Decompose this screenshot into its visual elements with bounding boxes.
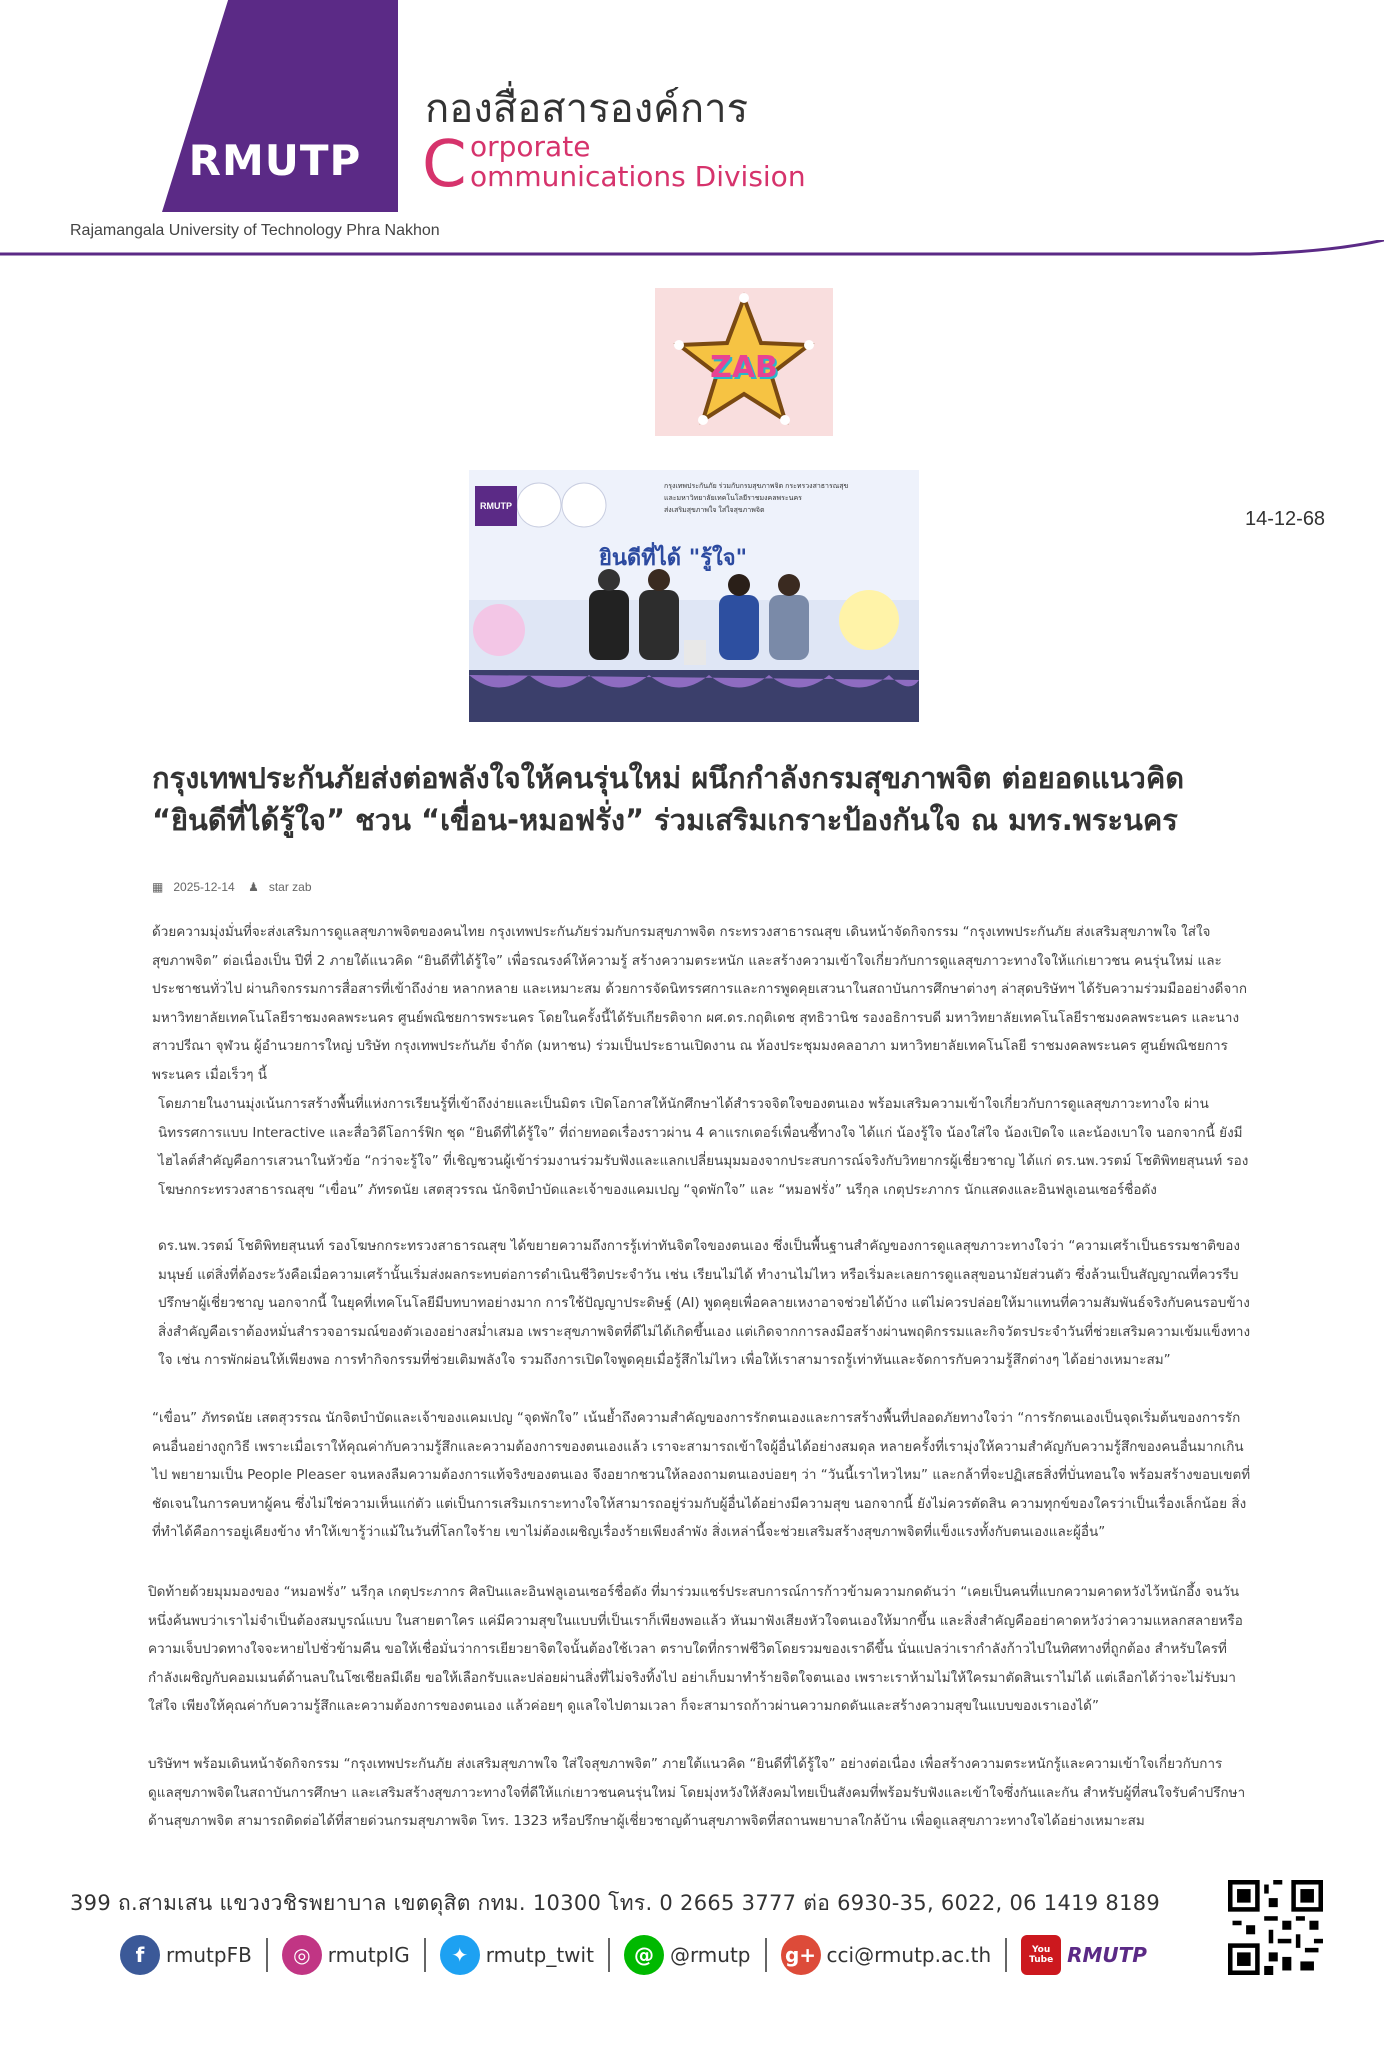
calendar-icon: ▦ <box>152 880 164 894</box>
social-link-3[interactable] <box>624 1935 751 1975</box>
social-separator <box>1005 1938 1007 1972</box>
user-icon: ♟ <box>248 880 259 894</box>
article-paragraph-3: ดร.นพ.วรตม์ โชติพิทยสุนนท์ รองโฆษกกระทรวงสาธารณสุข ได้ขยายความถึงการรู้เท่าทันจิตใจของตนเอง ซึ่งเป็นพื้นฐานสำคัญของการดูแลสุขภาวะทางใจว่า “ความเศร้าเป็นธรรมชาติของมนุษย์ แต่สิ่งที่ต้องระวังคือเมื่อความเศร้านั้นเริ่มส่งผลกระทบต่อการดำเนินชีวิตประจำวัน เช่น เรียนไม่ได้ ทำงานไม่ไหว หรือเริ่มละเลยการดูแลสุขอนามัยส่วนตัว ซึ่งล้วนเป็นสัญญาณที่ควรรีบปรึกษาผู้เชี่ยวชาญ นอกจากนี้ ในยุคที่เทคโนโลยีมีบทบาทอย่างมาก การใช้ปัญญาประดิษฐ์ (AI) พูดคุยเพื่อคลายเหงาอาจช่วยได้บ้าง แต่ไม่ควรปล่อยให้มาแทนที่ความสัมพันธ์จริงกับคนรอบข้าง สิ่งสำคัญคือเราต้องหมั่นสำรวจอารมณ์ของตัวเองอย่างสม่ำเสมอ เพราะสุขภาพจิตที่ดีไม่ได้เกิดขึ้นเอง แต่เกิดจากการลงมือสร้างผ่านพฤติกรรมและกิจวัตรประจำวันที่ช่วยเสริมความเข้มแข็งทางใจ เช่น การพักผ่อนให้เพียงพอ การทำกิจกรรมที่ช่วยเติมพลังใจ รวมถึงการเปิดใจพูดคุยเมื่อรู้สึกไม่ไหว เพื่อให้เราสามารถรู้เท่าทันและจัดการกับความรู้สึกต่างๆ ได้อย่างเหมาะสม” <box>158 1238 1251 1368</box>
google-plus-icon: g+ <box>781 1935 821 1975</box>
banner-rmutp-logo: RMUTP <box>475 486 517 526</box>
division-name-thai: กองสื่อสารองค์การ <box>425 86 749 132</box>
rmutp-logo-text: RMUTP <box>188 136 362 185</box>
banner-line-1: กรุงเทพประกันภัย ร่วมกับกรมสุขภาพจิต กระทรวงสาธารณสุข <box>664 483 849 490</box>
social-link-1[interactable] <box>282 1935 410 1975</box>
social-label: rmutpFB <box>166 1943 252 1967</box>
social-link-4[interactable] <box>781 1935 992 1975</box>
social-separator <box>608 1938 610 1972</box>
social-separator <box>266 1938 268 1972</box>
article-author: star zab <box>268 880 312 894</box>
article-meta <box>152 880 322 894</box>
banner-line-2: และมหาวิทยาลัยเทคโนโลยีราชมงคลพระนคร <box>664 495 802 502</box>
division-initial: C <box>422 128 467 202</box>
social-links <box>120 1930 1147 1980</box>
social-label: rmutpIG <box>327 1943 410 1967</box>
social-link-2[interactable] <box>440 1935 594 1975</box>
facebook-icon: f <box>120 1935 160 1975</box>
article-date: 2025-12-14 <box>173 880 235 894</box>
zab-logo-text: ZAB <box>710 350 778 385</box>
social-label: @rmutp <box>669 1943 751 1967</box>
social-label: RMUTP <box>1067 1943 1147 1967</box>
social-link-0[interactable] <box>120 1935 252 1975</box>
instagram-icon: ◎ <box>282 1935 322 1975</box>
qr-code <box>1228 1880 1323 1975</box>
social-label: cci@rmutp.ac.th <box>826 1943 992 1967</box>
event-photo <box>469 470 919 722</box>
article-headline: กรุงเทพประกันภัยส่งต่อพลังใจให้คนรุ่นใหม่ ผนึกกำลังกรมสุขภาพจิต ต่อยอดแนวคิด “ยินดีที่ได้รู้ใจ” ชวน “เขื่อน-หมอฟรั่ง” ร่วมเสริมเกราะป้องกันใจ ณ มทร.พระนคร <box>152 761 1185 837</box>
date-stamp: 14-12-68 <box>1245 508 1326 530</box>
header-divider <box>0 240 1384 260</box>
article-paragraph-4: “เขื่อน” ภัทรดนัย เสตสุวรรณ นักจิตบำบัดและเจ้าของแคมเปญ “จุดพักใจ” เน้นย้ำถึงความสำคัญของการรักตนเองและการสร้างพื้นที่ปลอดภัยทางใจว่า “การรักตนเองเป็นจุดเริ่มต้นของการรักคนอื่นอย่างถูกวิธี เพราะเมื่อเราให้คุณค่ากับความรู้สึกและความต้องการของตนเองแล้ว เราจะสามารถเข้าใจผู้อื่นได้อย่างสมดุล หลายครั้งที่เรามุ่งให้ความสำคัญกับความรู้สึกของคนอื่นมากเกินไป พยายามเป็น People Pleaser จนหลงลืมความต้องการแท้จริงของตนเอง จึงอยากชวนให้ลองถามตนเองบ่อยๆ ว่า “วันนี้เราไหวไหม” และกล้าที่จะปฏิเสธสิ่งที่บั่นทอนใจ พร้อมสร้างขอบเขตที่ชัดเจนในการคบหาผู้คน ซึ่งไม่ใช่ความเห็นแก่ตัว แต่เป็นการเสริมเกราะทางใจให้สามารถอยู่ร่วมกับผู้อื่นได้อย่างมีความสุข นอกจากนี้ ยังไม่ควรตัดสิน ความทุกข์ของใครว่าเป็นเรื่องเล็กน้อย สิ่งที่ทำได้คือการอยู่เคียงข้าง ทำให้เขารู้ว่าแม้ในวันที่โลกใจร้าย เขาไม่ต้องเผชิญเรื่องร้ายเพียงลำพัง สิ่งเหล่านี้จะช่วยเสริมสร้างสุขภาพจิตที่แข็งแรงทั้งกับตนเองและผู้อื่น” <box>152 1410 1251 1540</box>
article-paragraph-1: ด้วยความมุ่งมั่นที่จะส่งเสริมการดูแลสุขภาพจิตของคนไทย กรุงเทพประกันภัยร่วมกับกรมสุขภาพจิต กระทรวงสาธารณสุข เดินหน้าจัดกิจกรรม “กรุงเทพประกันภัย ส่งเสริมสุขภาพใจ ใส่ใจสุขภาพจิต” ต่อเนื่องเป็น ปีที่ 2 ภายใต้แนวคิด “ยินดีที่ได้รู้ใจ” เพื่อรณรงค์ให้ความรู้ สร้างความตระหนัก และสร้างความเข้าใจเกี่ยวกับการดูแลสุขภาวะทางใจให้แก่เยาวชน คนรุ่นใหม่ และประชาชนทั่วไป ผ่านกิจกรรมการสื่อสารที่เข้าถึงง่าย หลากหลาย และเหมาะสม ด้วยการจัดนิทรรศการและการพูดคุยเสวนาในสถาบันการศึกษาต่างๆ ล่าสุดบริษัทฯ ได้รับความร่วมมืออย่างดีจากมหาวิทยาลัยเทคโนโลยีราชมงคลพระนคร ศูนย์พณิชยการพระนคร โดยในครั้งนี้ได้รับเกียรติจาก ผศ.ดร.กฤติเดช สุทธิวานิช รองอธิการบดี มหาวิทยาลัยเทคโนโลยีราชมงคลพระนคร และนางสาวปรีณา จุฬวน ผู้อำนวยการใหญ่ บริษัท กรุงเทพประกันภัย จำกัด (มหาชน) ร่วมเป็นประธานเปิดงาน ณ ห้องประชุมมงคลอาภา มหาวิทยาลัยเทคโนโลยี ราชมงคลพระนคร ศูนย์พณิชยการพระนคร เมื่อเร็วๆ นี้ <box>152 924 1248 1083</box>
university-name: Rajamangala University of Technology Phra Nakhon <box>70 222 440 239</box>
article-paragraph-2: โดยภายในงานมุ่งเน้นการสร้างพื้นที่แห่งการเรียนรู้ที่เข้าถึงง่ายและเป็นมิตร เปิดโอกาสให้นักศึกษาได้สำรวจจิตใจของตนเอง พร้อมเสริมความเข้าใจเกี่ยวกับการดูแลสุขภาวะทางใจ ผ่านนิทรรศการแบบ Interactive และสื่อวิดีโอการ์ฟิก ชุด “ยินดีที่ได้รู้ใจ” ที่ถ่ายทอดเรื่องราวผ่าน 4 คาแรกเตอร์เพื่อนซี้ทางใจ ได้แก่ น้องรู้ใจ น้องใส่ใจ น้องเปิดใจ และน้องเบาใจ นอกจากนี้ ยังมีไฮไลต์สำคัญคือการเสวนาในหัวข้อ “กว่าจะรู้ใจ” ที่เชิญชวนผู้เข้าร่วมงานร่วมรับฟังและแลกเปลี่ยนมุมมองจากประสบการณ์จริงกับวิทยากรผู้เชี่ยวชาญ ได้แก่ ดร.นพ.วรตม์ โชติพิทยสุนนท์ รองโฆษกกระทรวงสาธารณสุข “เขื่อน” ภัทรดนัย เสตสุวรรณ นักจิตบำบัดและเจ้าของแคมเปญ “จุดพักใจ” และ “หมอฟรั่ง” นรีกุล เกตุประภากร นักแสดงและอินฟลูเอนเซอร์ชื่อดัง <box>158 1096 1249 1198</box>
source-logo <box>655 288 833 436</box>
youtube-icon: You Tube <box>1021 1935 1061 1975</box>
social-separator <box>424 1938 426 1972</box>
twitter-icon: ✦ <box>440 1935 480 1975</box>
footer-address: 399 ถ.สามเสน แขวงวชิรพยาบาล เขตดุสิต กทม. 10300 โทร. 0 2665 3777 ต่อ 6930-35, 6022, 06 1419 8189 <box>70 1891 1161 1915</box>
social-label: rmutp_twit <box>485 1943 594 1967</box>
banner-line-3: ส่งเสริมสุขภาพใจ ใส่ใจสุขภาพจิต <box>664 507 765 514</box>
line-icon: @ <box>624 1935 664 1975</box>
banner-title: ยินดีที่ได้ "รู้ใจ" <box>599 546 748 571</box>
division-name-en-line1: orporate <box>470 130 591 163</box>
division-name-en-line2: ommunications Division <box>470 160 806 193</box>
social-link-5[interactable] <box>1021 1935 1147 1975</box>
article-paragraph-5: ปิดท้ายด้วยมุมมองของ “หมอฟรั่ง” นรีกุล เกตุประภากร ศิลปินและอินฟลูเอนเซอร์ชื่อดัง ที่มาร่วมแชร์ประสบการณ์การก้าวข้ามความกดดันว่า “เคยเป็นคนที่แบกความคาดหวังไว้หนักอึ้ง จนวันหนึ่งค้นพบว่าเราไม่จำเป็นต้องสมบูรณ์แบบ ในสายตาใคร แค่มีความสุขในแบบที่เป็นเราก็เพียงพอแล้ว หันมาฟังเสียงหัวใจตนเองให้มากขึ้น และสิ่งสำคัญคืออย่าคาดหวังว่าความแหลกสลายหรือความเจ็บปวดทางใจจะหายไปชั่วข้ามคืน ขอให้เชื่อมั่นว่าการเยียวยาจิตใจนั้นต้องใช้เวลา ตราบใดที่กราฟชีวิตโดยรวมของเราดีขึ้น นั่นแปลว่าเรากำลังก้าวไปในทิศทางที่ถูกต้อง สำหรับใครที่กำลังเผชิญกับคอมเมนต์ด้านลบในโซเชียลมีเดีย ขอให้เลือกรับและปล่อยผ่านสิ่งที่ไม่จริงทิ้งไป อย่าเก็บมาทำร้ายจิตใจตนเอง เพราะเราห้ามไม่ให้ใครมาตัดสินเราไม่ได้ แต่เลือกได้ว่าจะไม่รับมาใส่ใจ เพียงให้คุณค่ากับความรู้สึกและความต้องการของตนเอง แล้วค่อยๆ ดูแลใจไปตามเวลา ก็จะสามารถก้าวผ่านความกดดันและสร้างความสุขในแบบของเราเองได้” <box>148 1584 1243 1714</box>
article-paragraph-6: บริษัทฯ พร้อมเดินหน้าจัดกิจกรรม “กรุงเทพประกันภัย ส่งเสริมสุขภาพใจ ใส่ใจสุขภาพจิต” ภายใต้แนวคิด “ยินดีที่ได้รู้ใจ” อย่างต่อเนื่อง เพื่อสร้างความตระหนักรู้และความเข้าใจเกี่ยวกับการดูแลสุขภาพจิตในสถาบันการศึกษา และเสริมสร้างสุขภาวะทางใจที่ดีให้แก่เยาวชนคนรุ่นใหม่ โดยมุ่งหวังให้สังคมไทยเป็นสังคมที่พร้อมรับฟังและเข้าใจซึ่งกันและกัน สำหรับผู้ที่สนใจรับคำปรึกษาด้านสุขภาพจิต สามารถติดต่อได้ที่สายด่วนกรมสุขภาพจิต โทร. 1323 หรือปรึกษาผู้เชี่ยวชาญด้านสุขภาพจิตที่สถานพยาบาลใกล้บ้าน เพื่อดูแลสุขภาวะทางใจได้อย่างเหมาะสม <box>148 1756 1246 1829</box>
social-separator <box>765 1938 767 1972</box>
